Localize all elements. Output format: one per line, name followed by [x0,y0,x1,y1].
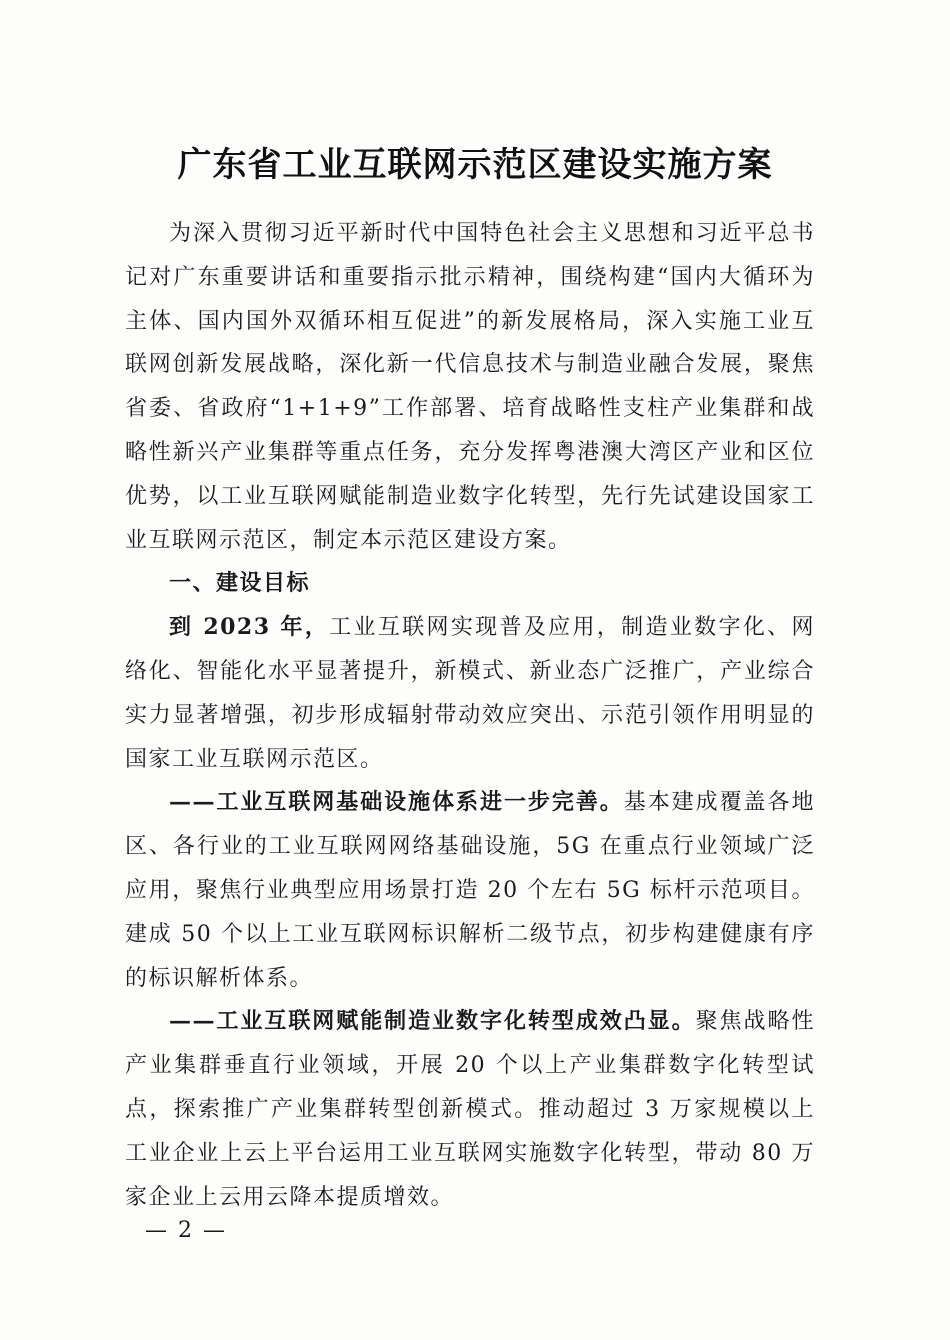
goal-paragraph [125,606,815,781]
item1-text: 基本建成覆盖各地区、各行业的工业互联网网络基础设施，5G 在重点行业领域广泛应用，聚焦行业典型应用场景打造 20 个左右 5G 标杆示范项目。建成 50 个以上工业互联网标识解析二级节点，初步构建健康有序的标识解析体系。 [125,790,815,991]
goal-text: 工业互联网实现普及应用，制造业数字化、网络化、智能化水平显著提升，新模式、新业态广泛推广，产业综合实力显著增强，初步形成辐射带动效应突出、示范引领作用明显的国家工业互联网示范区。 [125,615,815,772]
document-body [125,212,815,1219]
goal-lead: 到 2023 年， [169,614,330,641]
page-number: — 2 — [145,1218,227,1243]
item1-lead: ——工业互联网基础设施体系进一步完善。 [169,789,624,816]
section-heading: 一、建设目标 [169,571,311,597]
intro-paragraph: 为深入贯彻习近平新时代中国特色社会主义思想和习近平总书记对广东重要讲话和重要指示批示精神，围绕构建“国内大循环为主体、国内国外双循环相互促进”的新发展格局，深入实施工业互联网创新发展战略，深化新一代信息技术与制造业融合发展，聚焦省委、省政府“1+1+9”工作部署、培育战略性支柱产业集群和战略性新兴产业集群等重点任务，充分发挥粤港澳大湾区产业和区位优势，以工业互联网赋能制造业数字化转型，先行先试建设国家工业互联网示范区，制定本示范区建设方案。 [125,221,815,553]
item2-text: 聚焦战略性产业集群垂直行业领域，开展 20 个以上产业集群数字化转型试点，探索推广产业集群转型创新模式。推动超过 3 万家规模以上工业企业上云上平台运用工业互联网实施数字化转型，带动 80 万家企业上云用云降本提质增效。 [125,1009,815,1210]
item2-paragraph [125,1000,815,1219]
document-title: 广东省工业互联网示范区建设实施方案 [177,145,773,185]
item1-paragraph [125,781,815,1000]
item2-lead: ——工业互联网赋能制造业数字化转型成效凸显。 [169,1008,696,1035]
